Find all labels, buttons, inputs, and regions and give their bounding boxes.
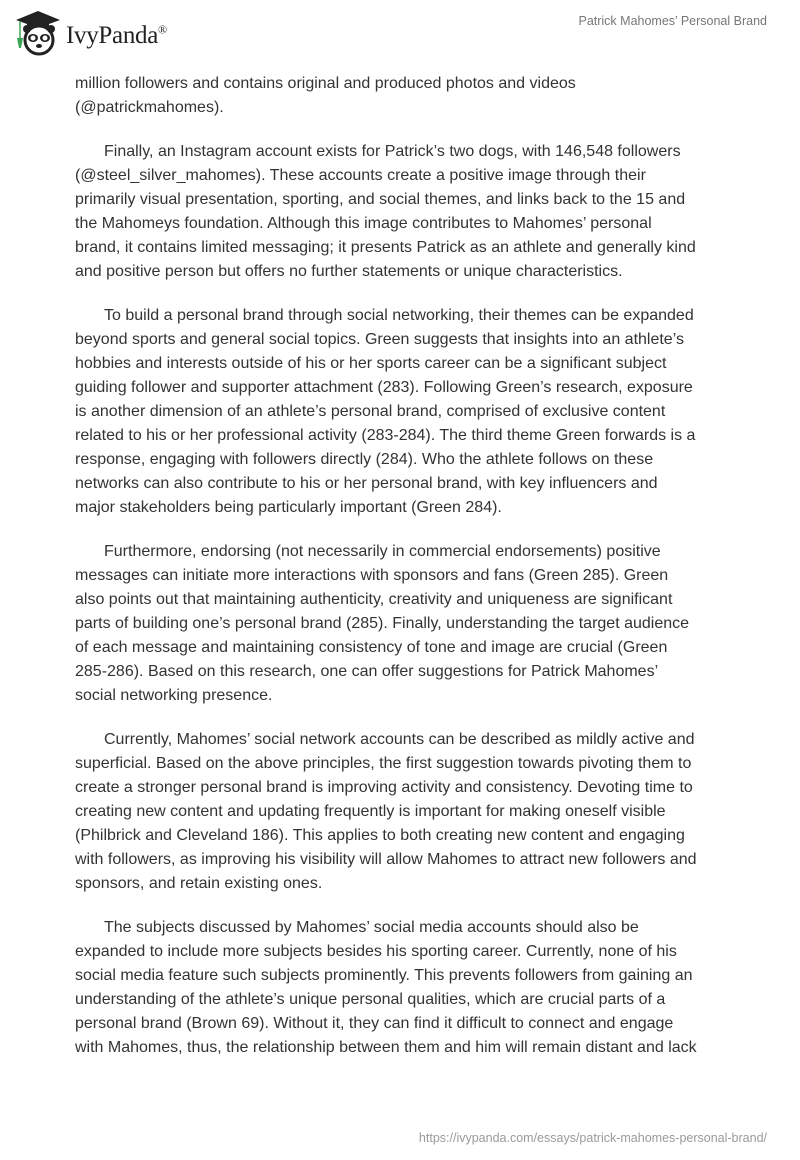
text-line: related to his or her professional activity (283-284). The third theme Green forwards is a <box>75 427 696 444</box>
text-line: social networking presence. <box>75 687 273 704</box>
text-line: 285-286). Based on this research, one can offer suggestions for Patrick Mahomes’ <box>75 663 659 680</box>
text-line: major stakeholders being particularly important (Green 284). <box>75 499 502 516</box>
paragraph <box>75 540 755 708</box>
paragraph <box>75 304 755 520</box>
text-line: Furthermore, endorsing (not necessarily in commercial endorsements) positive <box>104 543 661 560</box>
text-line: expanded to include more subjects besides his sporting career. Currently, none of his <box>75 943 677 960</box>
document-title: Patrick Mahomes’ Personal Brand <box>578 14 767 28</box>
text-line: superficial. Based on the above principles, the first suggestion towards pivoting them to <box>75 755 692 772</box>
text-line: guiding follower and supporter attachment (283). Following Green’s research, exposure <box>75 379 693 396</box>
text-line: brand, it contains limited messaging; it presents Patrick as an athlete and generally kind <box>75 239 696 256</box>
text-line: create a stronger personal brand is improving activity and consistency. Devoting time to <box>75 779 693 796</box>
text-line: the Mahomeys foundation. Although this image contributes to Mahomes’ personal <box>75 215 652 232</box>
paragraph <box>75 916 755 1060</box>
text-line: also points out that maintaining authenticity, creativity and uniqueness are significant <box>75 591 673 608</box>
text-line: (Philbrick and Cleveland 186). This applies to both creating new content and engaging <box>75 827 685 844</box>
logo-text: IvyPanda <box>66 22 159 49</box>
text-line: and positive person but offers no further statements or unique characteristics. <box>75 263 623 280</box>
text-line: beyond sports and general social topics. Green suggests that insights into an athlete’s <box>75 331 684 348</box>
text-line: primarily visual presentation, sporting, and social themes, and links back to the 15 and <box>75 191 686 208</box>
text-line: To build a personal brand through social networking, their themes can be expanded <box>104 307 694 324</box>
text-line: hobbies and interests outside of his or her sports career can be a significant subject <box>75 355 667 372</box>
text-line: (@steel_silver_mahomes). These accounts create a positive image through their <box>75 167 646 184</box>
text-line: networks can also contribute to his or her personal brand, with key influencers and <box>75 475 658 492</box>
text-line: of each message and maintaining consistency of tone and image are crucial (Green <box>75 639 668 656</box>
text-line: understanding of the athlete’s unique personal qualities, which are crucial parts of a <box>75 991 666 1008</box>
text-line: parts of building one’s personal brand (285). Finally, understanding the target audience <box>75 615 690 632</box>
panda-graduate-icon <box>12 8 64 56</box>
paragraph <box>75 140 755 284</box>
text-line: response, engaging with followers directly (284). Who the athlete follows on these <box>75 451 654 468</box>
text-line: (@patrickmahomes). <box>75 99 224 116</box>
text-line: messages can initiate more interactions with sponsors and fans (Green 285). Green <box>75 567 669 584</box>
text-line: Finally, an Instagram account exists for Patrick’s two dogs, with 146,548 followers <box>104 143 681 160</box>
paragraph <box>75 72 755 120</box>
registered-mark: ® <box>158 22 167 37</box>
essay-body <box>75 72 755 1080</box>
paragraph <box>75 728 755 896</box>
text-line: social media feature such subjects prominently. This prevents followers from gaining an <box>75 967 693 984</box>
text-line: is another dimension of an athlete’s personal brand, comprised of exclusive content <box>75 403 666 420</box>
text-line: personal brand (Brown 69). Without it, they can find it difficult to connect and engage <box>75 1015 674 1032</box>
text-line: Currently, Mahomes’ social network accounts can be described as mildly active and <box>104 731 695 748</box>
source-url[interactable]: https://ivypanda.com/essays/patrick-mahomes-personal-brand/ <box>418 1131 767 1145</box>
text-line: sponsors, and retain existing ones. <box>75 875 323 892</box>
text-line: creating new content and updating frequently is important for making oneself visible <box>75 803 666 820</box>
text-line: million followers and contains original and produced photos and videos <box>75 75 576 92</box>
text-line: with followers, as improving his visibility will allow Mahomes to attract new followers and <box>75 851 697 868</box>
ivypanda-logo[interactable] <box>12 8 167 56</box>
text-line: The subjects discussed by Mahomes’ social media accounts should also be <box>104 919 639 936</box>
text-line: with Mahomes, thus, the relationship between them and him will remain distant and lack <box>75 1039 697 1056</box>
